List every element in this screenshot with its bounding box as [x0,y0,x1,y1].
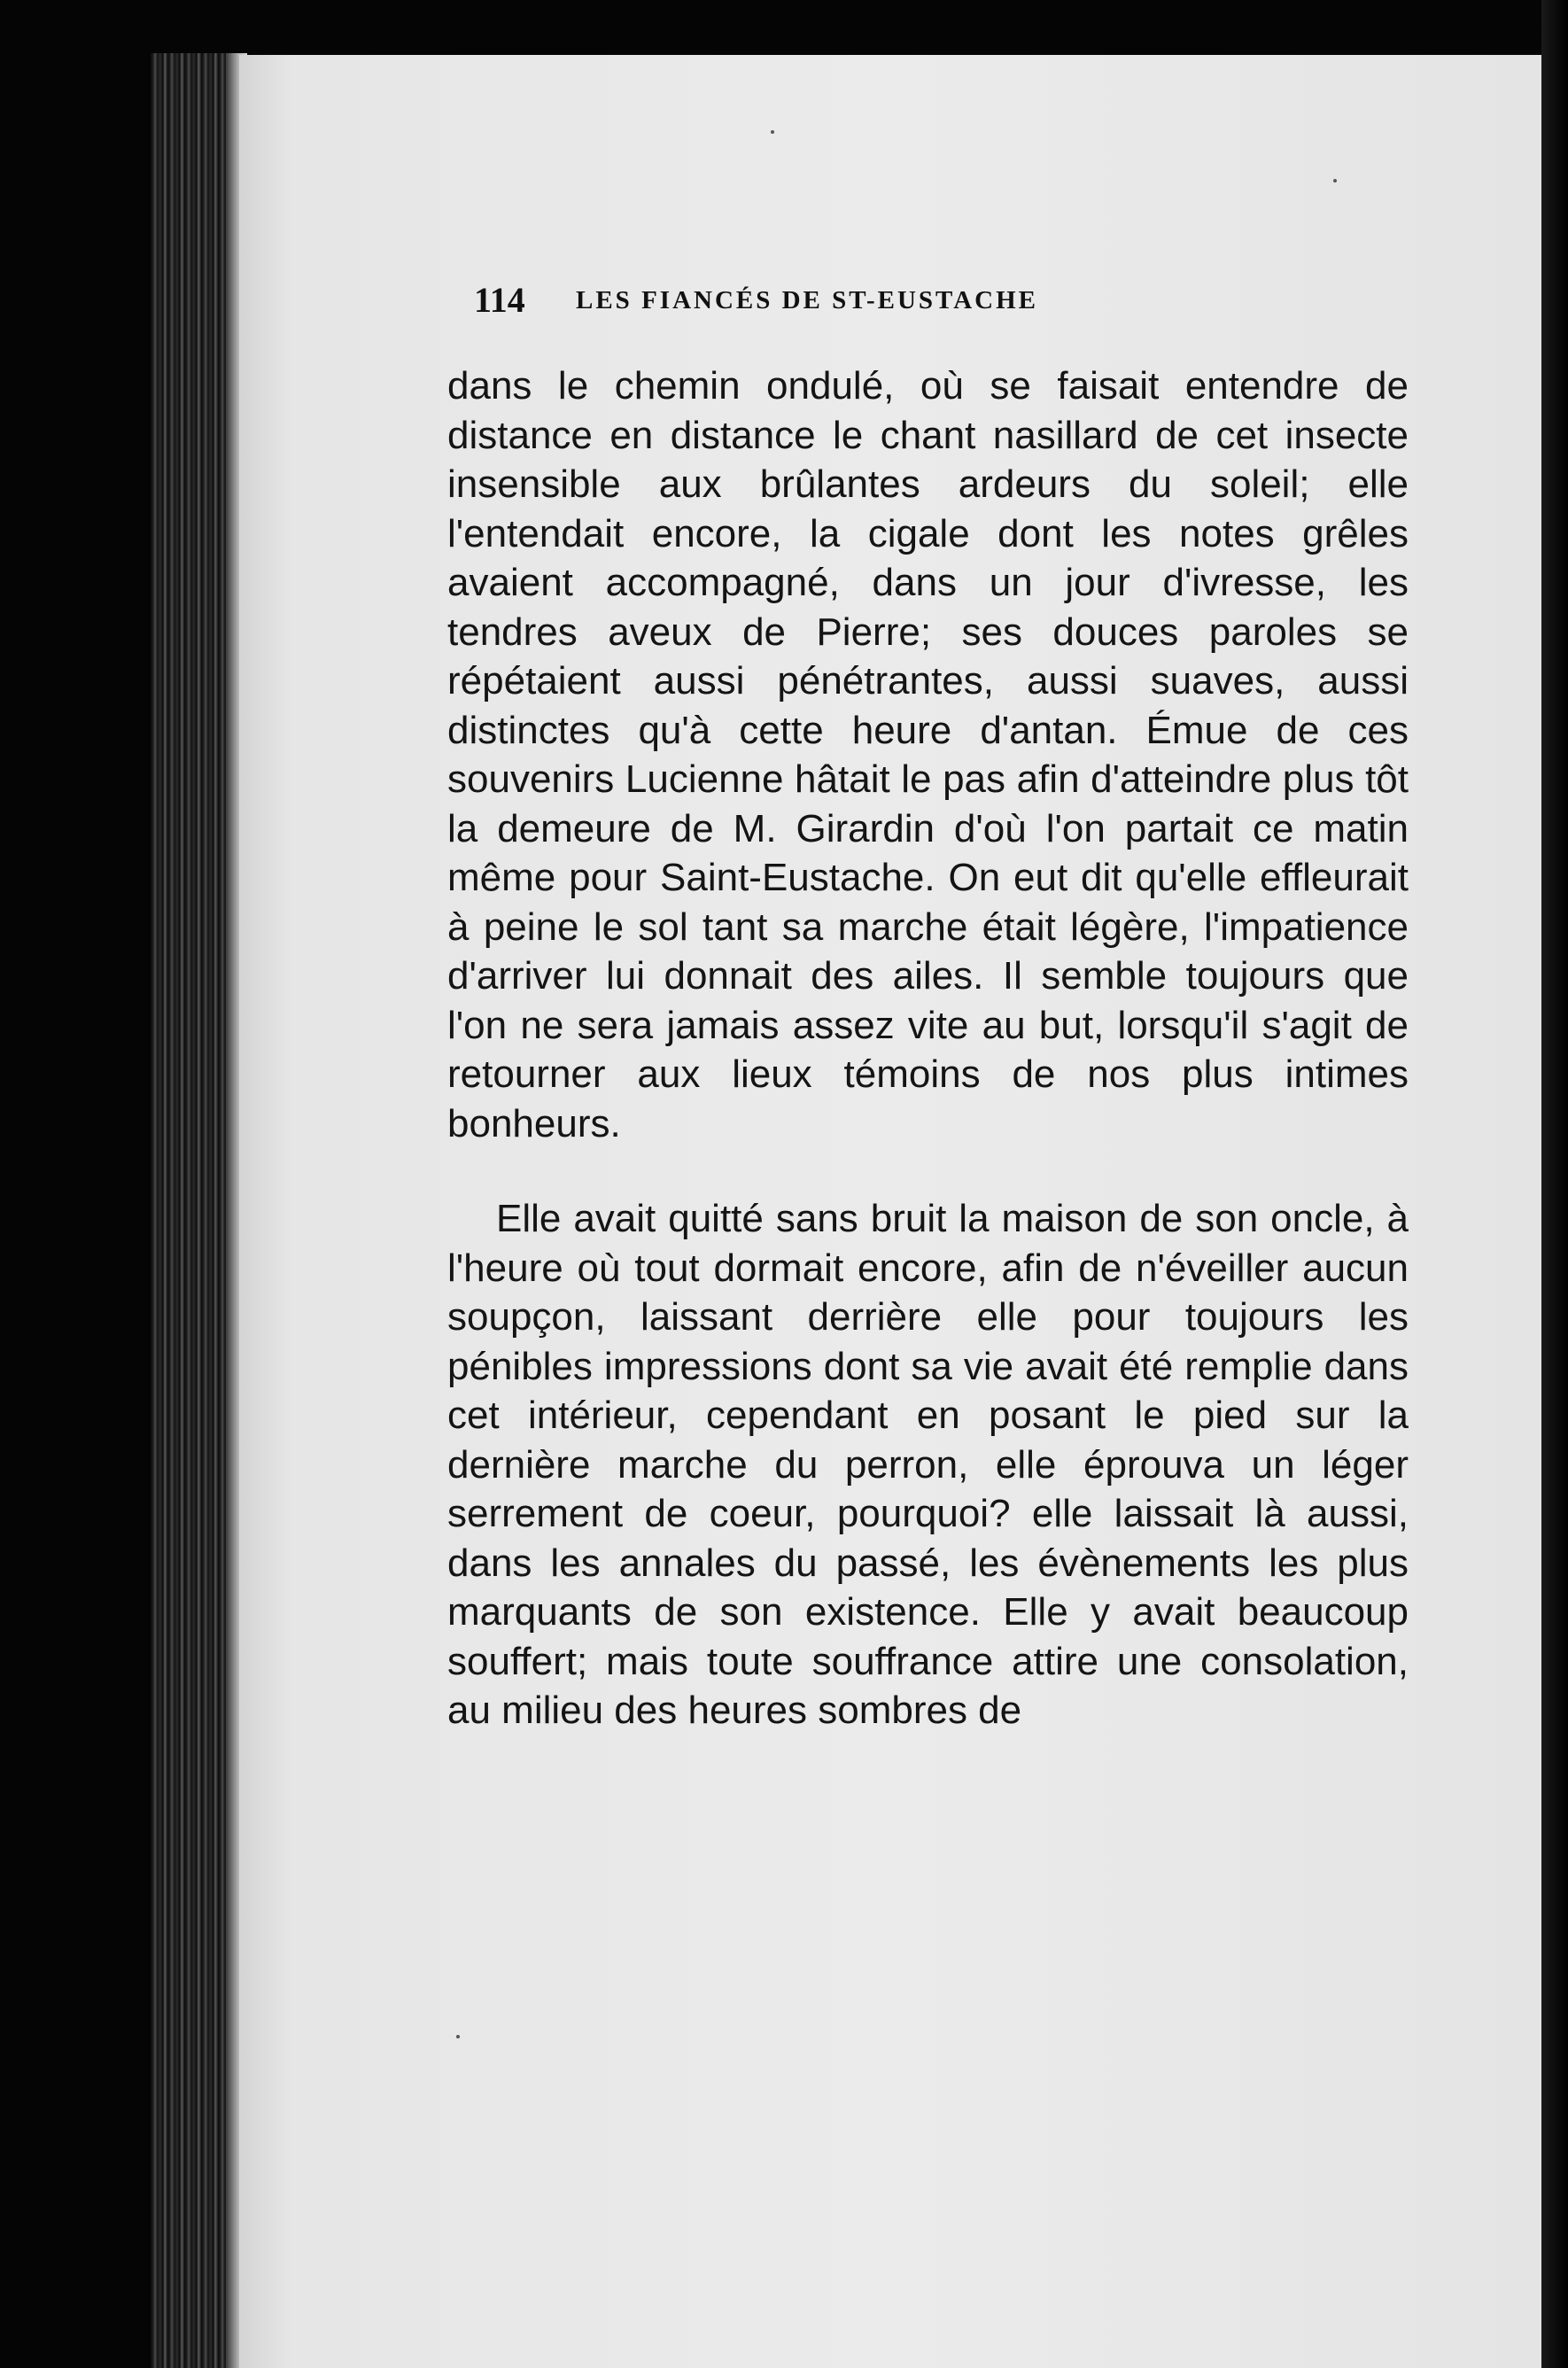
paragraph-2: Elle avait quitté sans bruit la maison de son oncle, à l'heure où tout dormait encore, afin de n'éveiller aucun soupçon, laissant derrière elle pour toujours les pénibles impressions dont sa vie avait été remplie dans cet intérieur, cependant en posant le pied sur la dernière marche du perron, elle éprouva un léger serrement de coeur, pourquoi? elle laissait là aussi, dans les annales du passé, les évènements les plus marquants de son existence. Elle y avait beaucoup souffert; mais toute souffrance attire une consolation, au milieu des heures sombres de [447,1197,1409,1732]
scan-right-border [1541,0,1568,2368]
running-title: LES FIANCÉS DE ST-EUSTACHE [576,286,1039,314]
paragraph-1: dans le chemin ondulé, où se faisait entendre de distance en distance le chant nasillard de cet insecte insensible aux brûlantes ardeurs du soleil; elle l'entendait encore, la cigale dont les notes grêles avaient accompagné, dans un jour d'ivresse, les tendres aveux de Pierre; ses douces paroles se répétaient aussi pénétrantes, aussi suaves, aussi distinctes qu'à cette heure d'antan. Émue de ces souvenirs Lucienne hâtait le pas afin d'atteindre plus tôt la demeure de M. Girardin d'où l'on partait ce matin même pour Saint-Eustache. On eut dit qu'elle effleurait à peine le sol tant sa marche était légère, l'impatience d'arriver lui donnait des ailes. Il semble toujours que l'on ne sera jamais assez vite au but, lorsqu'il s'agit de retourner aux lieux témoins de nos plus intimes bonheurs. [447,364,1409,1145]
page-header [474,279,1422,332]
paper-speck [771,130,774,134]
page-number: 114 [474,280,525,320]
body-text [447,361,1409,1735]
paper-speck [456,2035,460,2038]
paper-speck [1333,179,1337,182]
